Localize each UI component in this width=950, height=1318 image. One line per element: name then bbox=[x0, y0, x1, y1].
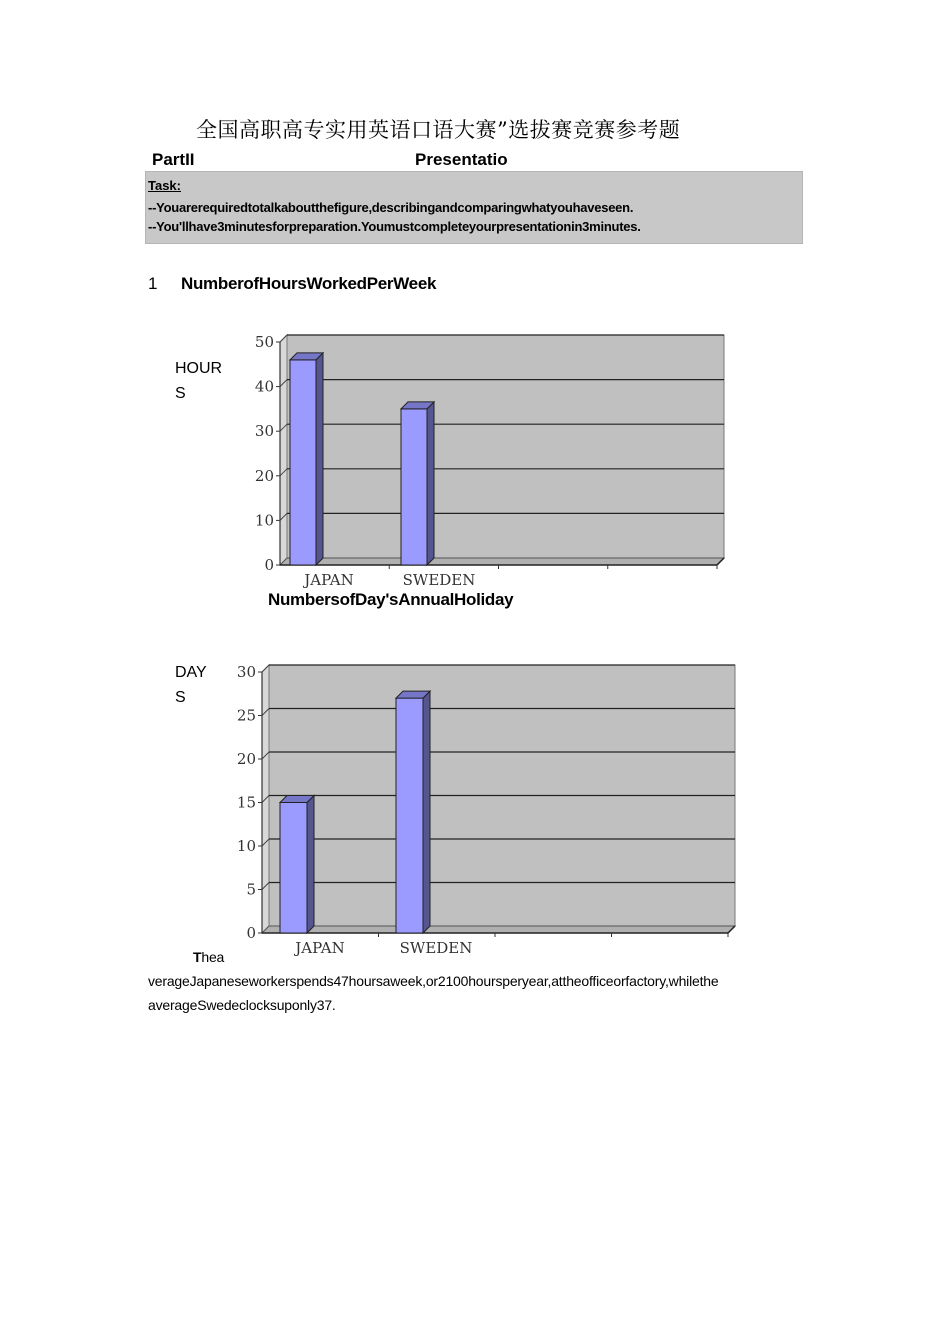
chart1-ytick-label: 0 bbox=[264, 556, 274, 574]
chart1-ylabel-line1: HOUR bbox=[175, 360, 223, 377]
chart1-bar bbox=[290, 360, 316, 565]
chart1-side-wall bbox=[280, 335, 287, 565]
chart2-xtick-label: JAPAN bbox=[295, 939, 345, 957]
section-title: NumberofHoursWorkedPerWeek bbox=[181, 274, 437, 293]
chart2-ytick-label: 0 bbox=[246, 924, 256, 942]
chart2-title: NumbersofDay'sAnnualHoliday bbox=[268, 590, 514, 609]
paragraph-line-3: averageSwedeclocksuponly37. bbox=[148, 997, 336, 1013]
chart2-ylabel bbox=[175, 660, 235, 710]
task-instruction-2: --You'llhave3minutesforpreparation.Youmustcompleteyourpresentationin3minutes. bbox=[148, 219, 641, 234]
paragraph-line-1 bbox=[193, 949, 224, 965]
page-title: 全国高职高专实用英语口语大赛”选拔赛竞赛参考题 bbox=[196, 118, 681, 142]
chart2-bar-side bbox=[307, 796, 314, 934]
chart1-ylabel-line2: S bbox=[175, 385, 186, 402]
chart1-ylabel bbox=[175, 356, 235, 406]
task-instruction-1: --Youarerequiredtotalkaboutthefigure,describingandcomparingwhatyouhaveseen. bbox=[148, 200, 634, 215]
chart2-ytick-label: 30 bbox=[236, 663, 256, 681]
chart2-ytick-label: 20 bbox=[236, 750, 256, 768]
chart1-ytick-label: 20 bbox=[254, 466, 274, 485]
chart2-bar bbox=[280, 803, 307, 934]
paragraph-fragment: hea bbox=[201, 949, 225, 965]
chart2-ytick-label: 5 bbox=[246, 880, 256, 899]
chart1-bar-side bbox=[316, 353, 323, 565]
chart2-bar bbox=[396, 698, 423, 933]
holiday-chart bbox=[230, 655, 750, 960]
chart2-ylabel-line2: S bbox=[175, 689, 186, 706]
drop-letter: T bbox=[193, 949, 202, 965]
chart2-ylabel-line1: DAY bbox=[175, 664, 207, 681]
part-label: PartII bbox=[152, 150, 195, 169]
chart2-ytick-label: 15 bbox=[236, 793, 256, 812]
chart1-ytick-label: 50 bbox=[254, 333, 274, 351]
chart1-xtick-label: SWEDEN bbox=[402, 571, 476, 589]
section-number: 1 bbox=[148, 274, 158, 293]
chart1-ytick-label: 10 bbox=[254, 511, 274, 530]
chart1-plot-area bbox=[287, 335, 724, 558]
chart1-bar bbox=[401, 409, 427, 565]
section-heading: Presentatio bbox=[415, 150, 508, 169]
chart1-bar-side bbox=[427, 402, 434, 565]
chart1-xtick-label: JAPAN bbox=[304, 571, 354, 589]
task-label: Task: bbox=[148, 178, 181, 193]
chart2-floor bbox=[262, 926, 735, 933]
chart2-bar-side bbox=[423, 691, 430, 933]
chart1-floor bbox=[280, 558, 724, 565]
chart2-ytick-label: 25 bbox=[236, 706, 256, 725]
chart1-ytick-label: 40 bbox=[254, 377, 274, 396]
chart1-ytick-label: 30 bbox=[254, 422, 274, 441]
paragraph-line-2: verageJapaneseworkerspends47hoursaweek,or2100hoursperyear,attheofficeorfactory,whilethe bbox=[148, 973, 719, 989]
chart2-xtick-label: SWEDEN bbox=[399, 939, 473, 957]
hours-chart bbox=[230, 325, 740, 590]
chart2-ytick-label: 10 bbox=[236, 837, 256, 855]
